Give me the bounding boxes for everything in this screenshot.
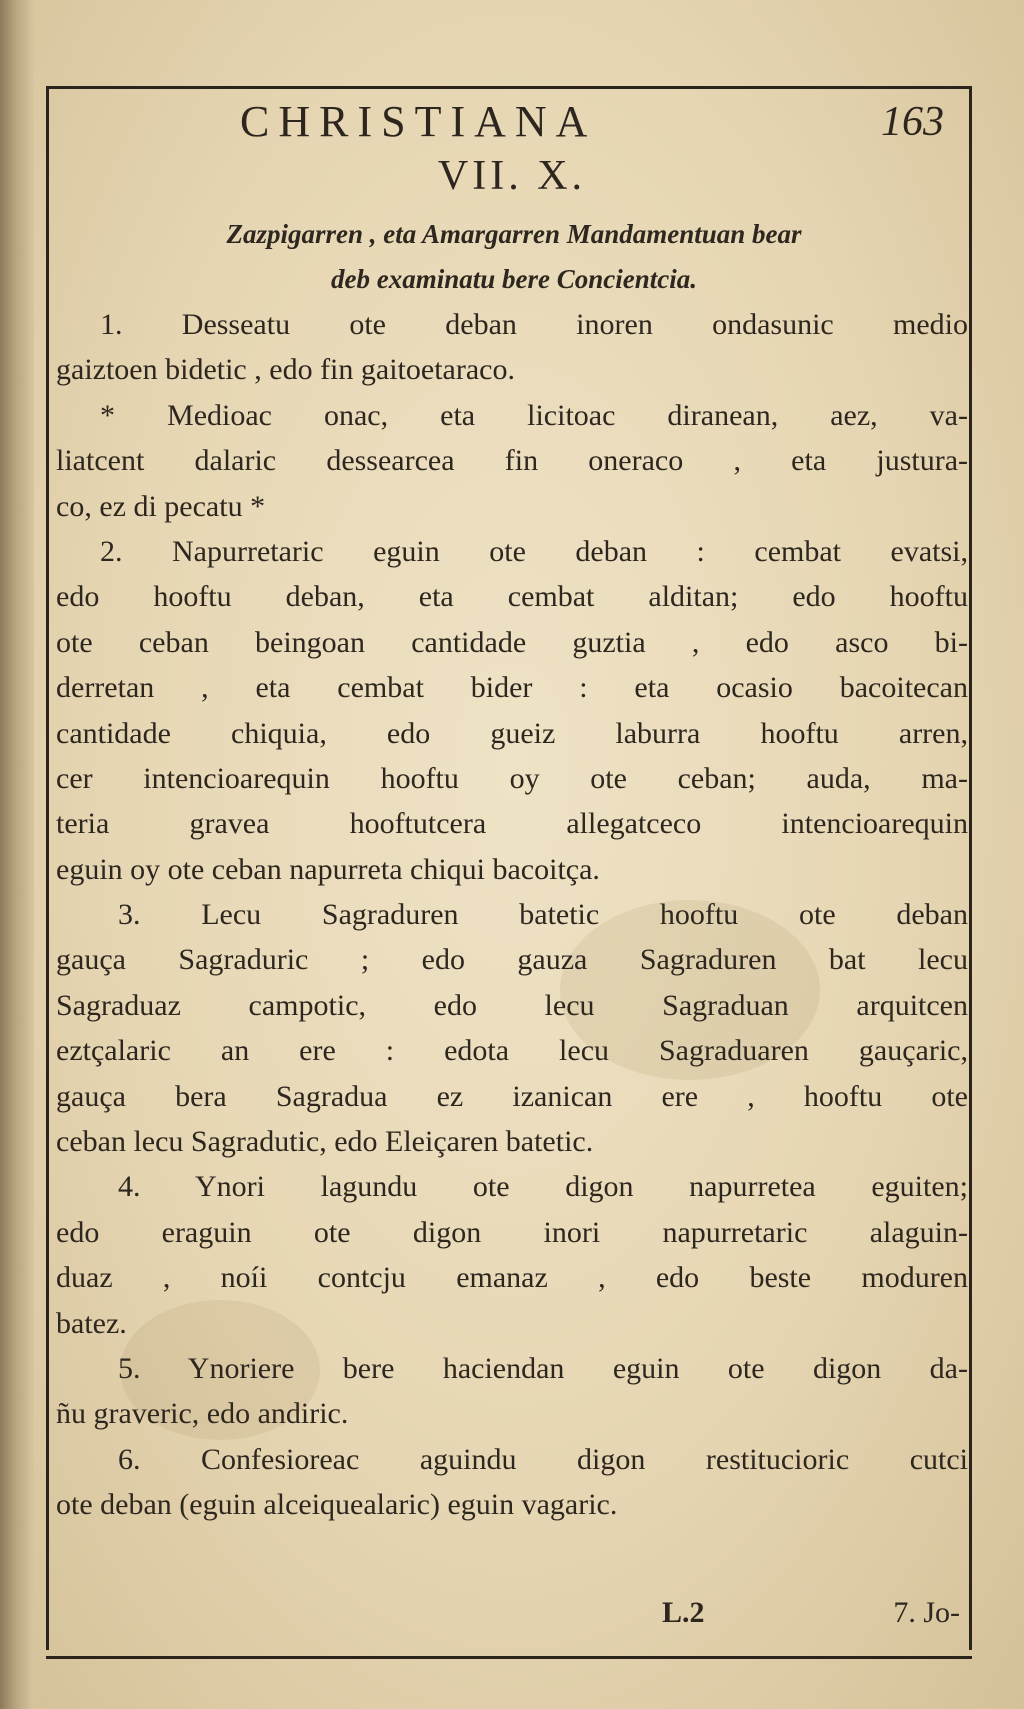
text-line: batez. <box>56 1306 127 1340</box>
text-line: gaiztoen bidetic , edo fin gaitoetaraco. <box>56 353 515 387</box>
text-line: Sagraduaz campotic, edo lecu Sagraduan arquitcen <box>56 988 968 1022</box>
heading-line: Zazpigarren , eta Amargarren Mandamentuan bear <box>226 219 802 249</box>
text-line: eztçalaric an ere : edota lecu Sagraduaren gauçaric, <box>56 1034 968 1068</box>
bottom-rule <box>46 1656 972 1659</box>
text-line: teria gravea hooftutcera allegatceco intencioarequin <box>56 807 968 841</box>
section-number: VII. X. <box>437 153 587 199</box>
text-line: cantidade chiquia, edo gueiz laburra hooftu arren, <box>56 716 968 750</box>
page-number: 163 <box>881 99 944 145</box>
text-line: 2. Napurretaric eguin ote deban : cembat evatsi, <box>100 534 968 568</box>
text-line: 6. Confesioreac aguindu digon restitucioric cutci <box>118 1442 968 1476</box>
heading-line: deb examinatu bere Concientcia. <box>331 264 697 295</box>
text-line: gauça bera Sagradua ez izanican ere , hooftu ote <box>56 1079 968 1113</box>
catchword: 7. Jo- <box>893 1596 960 1629</box>
text-line: gauça Sagraduric ; edo gauza Sagraduren bat lecu <box>56 943 968 977</box>
text-line: co, ez di pecatu * <box>56 489 266 523</box>
footer-row <box>60 1596 964 1644</box>
text-line: duaz , noíi contcju emanaz , edo beste moduren <box>56 1261 968 1295</box>
text-line: ote ceban beingoan cantidade guztia , edo asco bi- <box>56 625 968 659</box>
text-line: 1. Desseatu ote deban inoren ondasunic medio <box>100 308 968 341</box>
text-line: 5. Ynoriere bere haciendan eguin ote digon da- <box>118 1351 968 1385</box>
text-line: derretan , eta cembat bider : eta ocasio bacoitecan <box>56 671 968 705</box>
text-line: ceban lecu Sagradutic, edo Eleiçaren batetic. <box>56 1125 594 1159</box>
running-head <box>60 96 964 152</box>
text-line: ote deban (eguin alceiquealaric) eguin vagaric. <box>56 1488 618 1522</box>
body-text <box>56 302 968 1528</box>
text-line: edo hooftu deban, eta cembat alditan; edo hooftu <box>56 580 968 614</box>
text-line: 3. Lecu Sagraduren batetic hooftu ote deban <box>118 898 968 932</box>
text-line: * Medioac onac, eta licitoac diranean, aez, va- <box>100 398 968 432</box>
section-heading <box>64 212 964 303</box>
text-line: 4. Ynori lagundu ote digon napurretea eguiten; <box>118 1170 968 1204</box>
signature-mark: L.2 <box>662 1596 705 1629</box>
text-line: edo eraguin ote digon inori napurretaric alaguin- <box>56 1215 968 1249</box>
text-line: eguin oy ote ceban napurreta chiqui bacoitça. <box>56 852 600 886</box>
text-line: liatcent dalaric dessearcea fin oneraco , eta justura- <box>56 444 968 478</box>
text-line: ñu graveric, edo andiric. <box>56 1397 349 1431</box>
running-title: CHRISTIANA <box>240 97 597 146</box>
text-line: cer intencioarequin hooftu oy ote ceban; auda, ma- <box>56 761 968 795</box>
binding-gutter <box>0 0 34 1709</box>
